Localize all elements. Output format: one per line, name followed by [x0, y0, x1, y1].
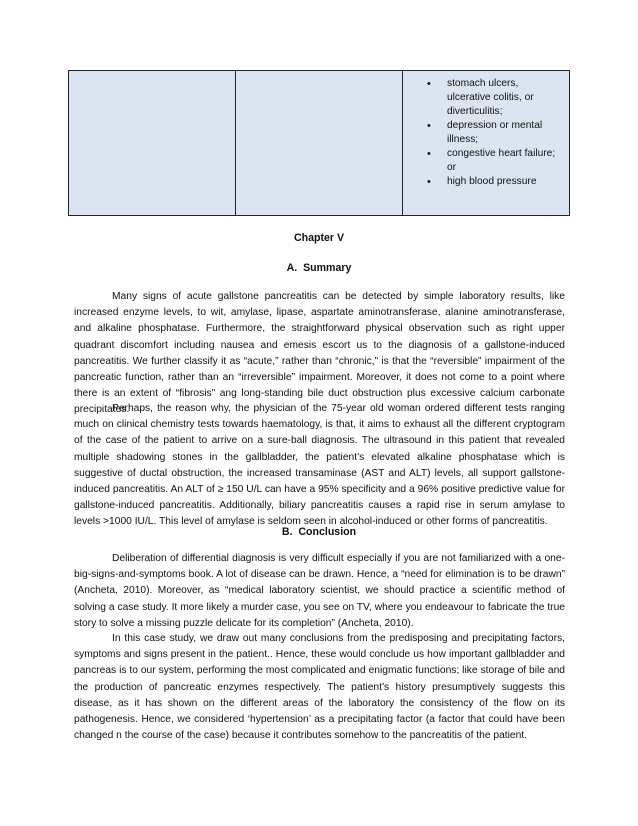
chapter-title: Chapter V: [293, 232, 345, 244]
table-cell-1: [69, 71, 236, 215]
list-item: • depression or mental illness;: [427, 119, 561, 147]
bullet-list: [403, 71, 569, 189]
table-cell-2: [236, 71, 403, 215]
conclusion-heading: B. Conclusion: [281, 526, 357, 538]
list-item: • high blood pressure: [427, 175, 561, 189]
summary-paragraph-2: Perhaps, the reason why, the physician of the 75-year old woman ordered different tests ranging much on clinical chemistry tests towards haematology, is that, it aims to exhaust all the different cryptogram of the case of the patient to arrive on a sure-ball diagnosis. The ultrasound in this patient that revealed multiple shadowing stones in the gallbladder, the patient’s elevated alkaline phosphatase which is suggestive of ductal obstruction, the increased transaminase (AST and ALT) levels, all support gallstone-induced pancreatitis. An ALT of ≥ 150 U/L can have a 95% specificity and a 96% positive predictive value for gallstone-induced pancreatitis. Additionally, biliary pancreatitis causes a rapid rise in serum amylase to levels >1000 IU/L. This level of amylase is seldom seen in alcohol-induced or other forms of pancreatitis.: [74, 403, 565, 528]
list-item: • stomach ulcers, ulcerative colitis, or diverticulitis;: [427, 77, 561, 119]
summary-paragraph-1: Many signs of acute gallstone pancreatitis can be detected by simple laboratory results, like increased enzyme levels, to wit, amylase, lipase, aspartate aminotransferase, alanine aminotransferase, and alkaline phosphatase. Furthermore, the straightforward physical observation such as right upper quadrant discomfort including nausea and emesis escort us to the diagnosis of a gallstone-induced pancreatitis. We further classify it as “acute,” rather than “chronic,” is that the “reversible” impairment of the pancreatic function, rather than an “irreversible” impairment. Moreover, it does not come to a point where there is an extent of “fibrosis” ang long-standing bile duct obstruction plus excessive calcium carbonate precipitates.: [74, 291, 565, 416]
conclusion-paragraph-2: In this case study, we draw out many conclusions from the predisposing and precipitating factors, symptoms and signs present in the patient.. Hence, these would conclude us how important gallbladder and pancreas is to our system, performing the most complicated and enigmatic functions; like storage of bile and the production of pancreatic enzymes respectively. The patient’s history presumptively suggests this disease, as it has shown on the different areas of the laboratory the consistency of the flow on its pathogenesis. Hence, we considered ‘hypertension’ as a precipitating factor (a factor that could have been changed n the course of the case) because it contributes somehow to the pancreatitis of the patient.: [74, 633, 565, 742]
conclusion-paragraph-1: Deliberation of differential diagnosis is very difficult especially if you are not familiarized with a one-big-signs-and-symptoms book. A lot of disease can be drawn. Hence, a “need for elimination is to be drawn” (Ancheta, 2010). Moreover, as “medical laboratory scientist, we should practice a scientific method of solving a case study. It more likely a murder case, you see on TV, where you endeavour to fabricate the true story to solve a missing puzzle delicate for its completion” (Ancheta, 2010).: [74, 553, 565, 629]
continuation-table: [68, 70, 570, 216]
list-item: • congestive heart failure; or: [427, 147, 561, 175]
summary-heading: A. Summary: [286, 262, 352, 274]
table-cell-3: [403, 71, 569, 215]
